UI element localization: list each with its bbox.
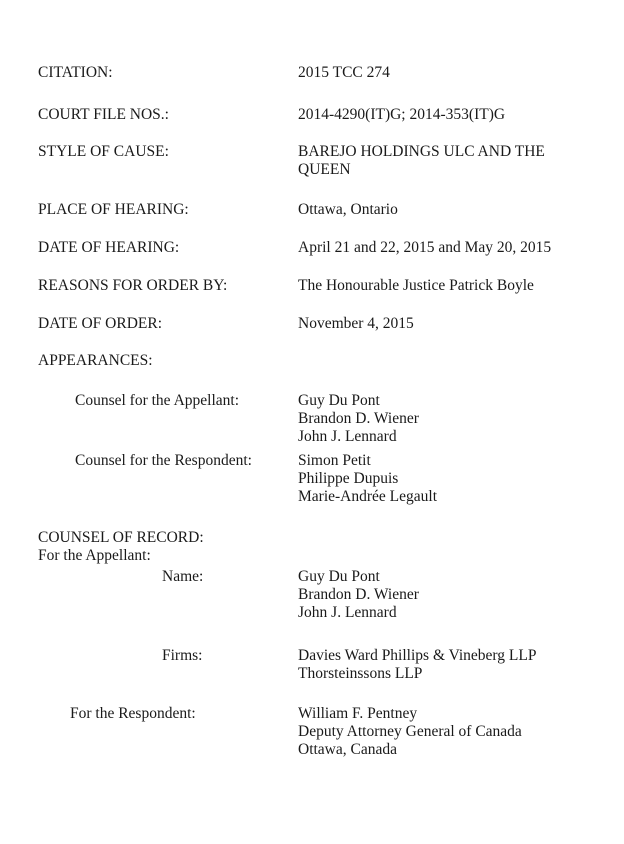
date-of-order-value: November 4, 2015 [298, 315, 414, 332]
appellant-counsel-name: Brandon D. Wiener [298, 410, 419, 427]
firms-label: Firms: [162, 647, 203, 664]
respondent-counsel-name: Philippe Dupuis [298, 470, 399, 487]
style-of-cause-value-line2: QUEEN [298, 161, 351, 178]
respondent-record-list [298, 705, 522, 759]
record-name: Guy Du Pont [298, 568, 380, 585]
record-name: Brandon D. Wiener [298, 586, 419, 603]
respondent-counsel-name: Simon Petit [298, 452, 371, 469]
citation-label: CITATION: [38, 64, 113, 81]
respondent-record-line: Ottawa, Canada [298, 741, 397, 758]
reasons-by-label: REASONS FOR ORDER BY: [38, 277, 228, 294]
respondent-counsel-list [298, 452, 437, 506]
style-of-cause-label: STYLE OF CAUSE: [38, 143, 169, 160]
appellant-counsel-label: Counsel for the Appellant: [75, 392, 240, 409]
place-of-hearing-value: Ottawa, Ontario [298, 201, 398, 218]
date-of-hearing-label: DATE OF HEARING: [38, 239, 180, 256]
date-of-order-label: DATE OF ORDER: [38, 315, 163, 332]
date-of-hearing-value: April 21 and 22, 2015 and May 20, 2015 [298, 239, 552, 256]
respondent-record-line: William F. Pentney [298, 705, 418, 722]
reasons-by-value: The Honourable Justice Patrick Boyle [298, 277, 534, 294]
respondent-counsel-name: Marie-Andrée Legault [298, 488, 438, 505]
record-name: John J. Lennard [298, 604, 397, 621]
appellant-counsel-name: Guy Du Pont [298, 392, 380, 409]
firm-name: Davies Ward Phillips & Vineberg LLP [298, 647, 537, 664]
for-respondent-label: For the Respondent: [70, 705, 196, 722]
counsel-of-record-heading: COUNSEL OF RECORD: [38, 529, 204, 546]
firm-name: Thorsteinssons LLP [298, 665, 423, 682]
place-of-hearing-label: PLACE OF HEARING: [38, 201, 189, 218]
court-file-label: COURT FILE NOS.: [38, 106, 169, 123]
record-names-list [298, 568, 419, 622]
name-label: Name: [162, 568, 204, 585]
appearances-heading: APPEARANCES: [38, 352, 153, 369]
court-file-value: 2014-4290(IT)G; 2014-353(IT)G [298, 106, 506, 123]
style-of-cause-value-line1: BAREJO HOLDINGS ULC AND THE [298, 143, 545, 160]
for-appellant-label: For the Appellant: [38, 547, 151, 564]
firms-list [298, 647, 537, 683]
appellant-counsel-name: John J. Lennard [298, 428, 397, 445]
respondent-record-line: Deputy Attorney General of Canada [298, 723, 522, 740]
appellant-counsel-list [298, 392, 419, 446]
citation-value: 2015 TCC 274 [298, 64, 390, 81]
respondent-counsel-label: Counsel for the Respondent: [75, 452, 252, 469]
